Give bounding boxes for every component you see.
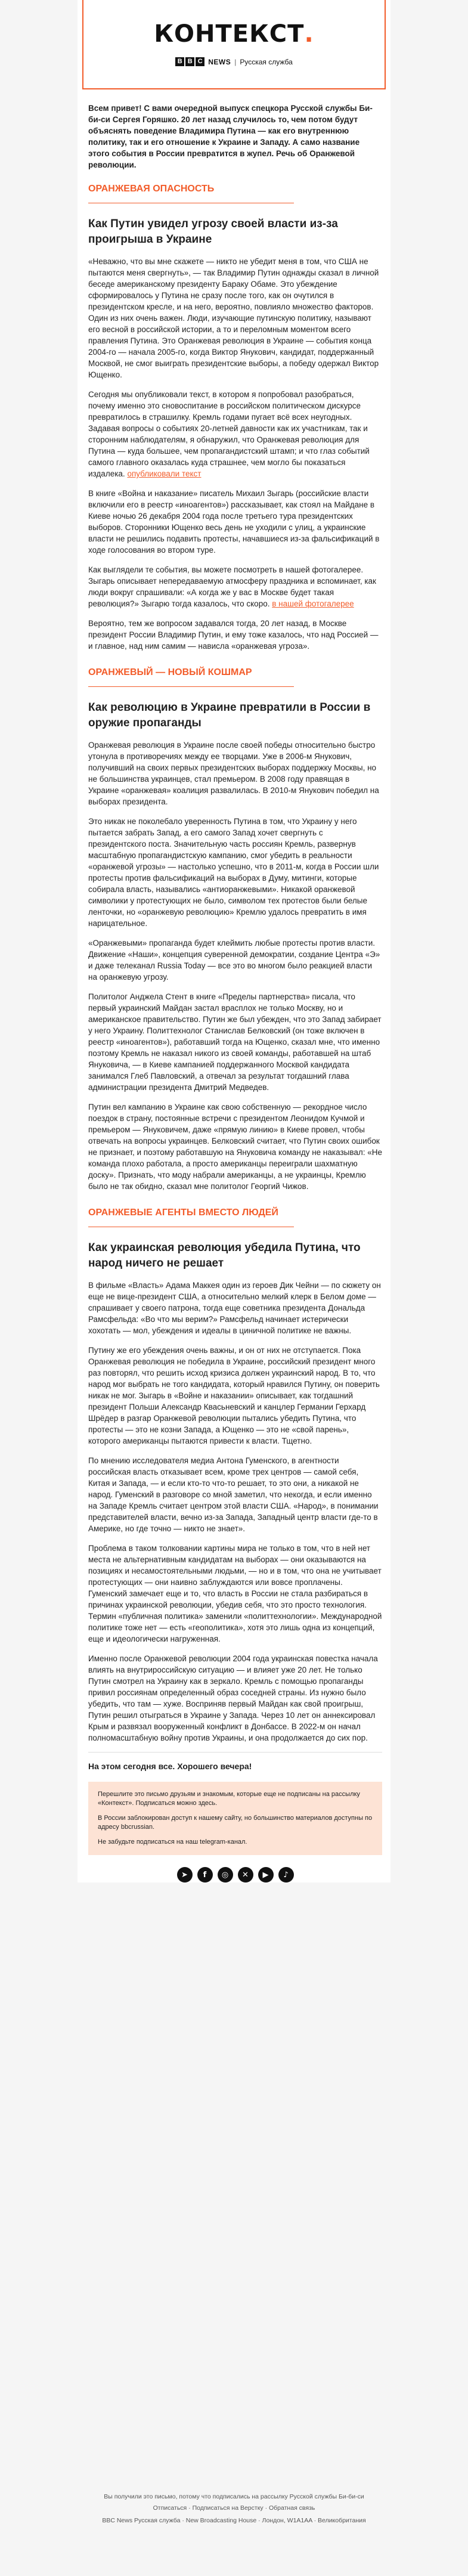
- tiktok-icon[interactable]: ♪: [278, 1867, 294, 1883]
- section-3: [88, 1208, 382, 1744]
- article-link[interactable]: опубликовали текст: [127, 469, 202, 478]
- article-title: Как Путин увидел угрозу своей власти из-за проигрыша в Украине: [88, 218, 338, 246]
- divider: [88, 1752, 382, 1753]
- paragraph: [88, 389, 382, 479]
- section-2: [88, 667, 382, 1192]
- gallery-link[interactable]: в нашей фотогалерее: [272, 599, 354, 608]
- logo: [83, 0, 385, 48]
- paragraph: «Неважно, что вы мне скажете — никто не убедит меня в том, что США не пытаются меня свергнуть», — так Владимир Путин однажды сказал в личной беседе американскому президенту Бараку Обаме. Это убеждение сформировалось у Путина не сразу после того, как он очутился в президентском кресле, и на него, вероятно, повлияло множество факторов. Один из них очень важен. Люди, изучающие путинскую политику, называют его весной в российской истории, а то и переломным моментом всего правления Путина. Это Оранжевая революция в Украине — события конца 2004-го — начала 2005-го, когда Виктор Янукович, кандидат, поддержанный Москвой, не смог выиграть президентские выборы, а победу одержал Виктор Ющенко.: [88, 257, 379, 379]
- paragraph: Это никак не поколебало уверенность Путина в том, что Украину у него пытается забрать Запад, а его самого Запад хочет свергнуть с президентского поста. Значительную часть россиян Кремль, развернув масштабную пропагандистскую кампанию, смог убедить в реальности «оранжевой угрозы» — настолько успешно, что в 2011-м, когда в России шли протесты против фальсификаций на выборах в Думу, митинги, которые собирала власть, назывались «антиоранжевыми». Никакой оранжевой символики у протестующих не было, символом тех протестов были белые ленточки, но «оранжевую революцию» Кремлю удалось превратить в имя нарицательное.: [88, 817, 379, 928]
- section-title: ОРАНЖЕВЫЕ АГЕНТЫ ВМЕСТО ЛЮДЕЙ: [88, 1208, 278, 1218]
- notice-text: Не забудьте подписаться на наш telegram-канал.: [98, 1838, 247, 1846]
- logo-text: КОНТЕКСТ: [154, 20, 305, 48]
- bbc-brand: [83, 57, 385, 66]
- paragraph-text: Как выглядели те события, вы можете посмотреть в нашей фотогалерее. Зыгарь описывает непередаваемую атмосферу праздника и вспоминает, как люди вокруг спрашивали: «А когда же у вас в Москве будет такая революция?» Зыгарю тогда казалось, что скоро.: [88, 565, 376, 608]
- content: [78, 103, 390, 1883]
- bbc-letter: B: [185, 57, 194, 66]
- masthead: [82, 0, 386, 89]
- paragraph: Именно после Оранжевой революции 2004 года украинская повестка начала влиять на внутрироссийскую ситуацию — и влияет уже 20 лет. Не только Путин смотрел на Украину как в зеркало. Кремль с помощью пропаганды привил россиянам определенный образ соседней страны. Из нужно было убедить, что там — хуже. Восприняв первый Майдан как свой проигрыш, Путин решил отыграться в Украине у Запада. Через 10 лет он аннексировал Крым и развязал вооруженный конфликт в Донбассе. В 2022-м он начал полномасштабную войну против Украины, и она продолжается до сих пор.: [88, 1654, 378, 1742]
- paragraph: Вероятно, тем же вопросом задавался тогда, 20 лет назад, в Москве президент России Владимир Путин, и ему тоже казалось, что над Россией — и главное, над ним самим — нависла «оранжевая угроза».: [88, 619, 379, 651]
- paragraph-text: Сегодня мы опубликовали текст, в котором я попробовал разобраться, почему именно это сновоспитание в российском политическом дискурсе превратилось в страшилку. Кремль годами пугает всё всех неугодных. Задавая вопросы о событиях 20-летней давности как их участникам, так и сторонним наблюдателям, я обнаружил, что Оранжевая революция для Путина — куда большее, чем пропагандистский штамп; и что глаз событий самого главного оказалась куда страшнее, чем могло бы показаться издалека.: [88, 390, 370, 478]
- article-title: Как украинская революция убедила Путина, что народ ничего не решает: [88, 1241, 361, 1270]
- bbc-letter: B: [175, 57, 184, 66]
- section-title: ОРАНЖЕВАЯ ОПАСНОСТЬ: [88, 184, 215, 194]
- paragraph: Путин вел кампанию в Украине как свою собственную — рекордное число поездок в страну, постоянные встречи с президентом Леонидом Кучмой и премьером — Януковичем, даже «прямую линию» в Киеве провел, чтобы отвечать на вопросы украинцев. Белковский считает, что Путин своих ошибок не признает, и поэтому работавшую на Януковича команду не наказывал: «Не команда плохо работала, а просто американцы переиграли шахматную доску». Признать, что моду набрали американцы, а не украинцы, Кремлю было не так обидно, сказал мне политолог Георгий Чижов.: [88, 1103, 383, 1191]
- service-name: Русская служба: [240, 57, 293, 66]
- youtube-icon[interactable]: ▶: [258, 1867, 274, 1883]
- paragraph: Политолог Анджела Стент в книге «Пределы партнерства» писала, что первый украинский Майдан застал врасплох не только Москву, но и американское правительство. Путин же был убежден, что это Запад забирает у него Украину. Политтехнолог Станислав Белковский (он тоже включен в реестр «иноагентов»), работавший тогда на Ющенко, сказал мне, что именно поэтому Кремль не наказал никого из своей команды, работавшей на штаб Януковича, — в Киеве кампанией поддержанного Москвой кандидата занимался Глеб Павловский, а отвечал за результат тогдашний глава администрации президента Дмитрий Медведев.: [88, 992, 382, 1092]
- facebook-icon[interactable]: f: [197, 1867, 213, 1883]
- bbc-news: NEWS: [208, 57, 231, 66]
- telegram-icon[interactable]: ➤: [177, 1867, 193, 1883]
- newsletter-card: [78, 0, 390, 1883]
- footer-links[interactable]: Отписаться · Подписаться на Верстку · Обратная связь: [153, 2504, 315, 2512]
- paragraph: Оранжевая революция в Украине после своей победы относительно быстро утонула в противоречиях между ее творцами. Уже в 2006-м Янукович, получивший на своих первых президентских выборах поддержку Москвы, но не большинства украинцев, стал премьером. В 2008 году правящая в Украине «оранжевая» коалиция развалилась. В 2010-м Янукович победил на выборах президента.: [88, 741, 379, 806]
- article-title: Как революцию в Украине превратили в России в оружие пропаганды: [88, 701, 371, 729]
- section-divider: [88, 686, 294, 687]
- notice-text: Перешлите это письмо друзьям и знакомым, которые еще не подписаны на рассылку «Контекст». Подписаться можно здесь.: [98, 1791, 360, 1807]
- intro: Всем привет! С вами очередной выпуск спецкора Русской службы Би-би-си Сергея Горяшко. 20 лет назад случилось то, чем потом будут объяснять поведение Владимира Путина — как его внутреннюю политику, так и его отношение к Украине и Западу. А само название этого события в России превратится в жупел. Речь об Оранжевой революции.: [88, 104, 373, 169]
- bbc-letter: C: [196, 57, 204, 66]
- notice-text: В России заблокирован доступ к нашему сайту, но большинство материалов доступны по адресу bbcrussian.: [98, 1815, 373, 1831]
- paragraph: В фильме «Власть» Адама Маккея один из героев Дик Чейни — по сюжету он еще не вице-президент США, а относительно мелкий клерк в Белом доме — спрашивает у своего патрона, тогда еще советника президента Дональда Рамсфельда: «Во что мы верим?» Рамсфельд начинает истерически хохотать — мол, убеждения и идеалы в циничной политике не важны.: [88, 1281, 381, 1335]
- bbc-separator: |: [234, 57, 237, 66]
- closing-note: На этом сегодня все. Хорошего вечера!: [88, 1761, 252, 1771]
- instagram-icon[interactable]: ◎: [218, 1867, 233, 1883]
- subscription-notice: [88, 1782, 382, 1855]
- footer-address: BBC News Русская служба · New Broadcasting House · Лондон, W1A1AA · Великобритания: [102, 2517, 366, 2524]
- paragraph: [88, 564, 382, 609]
- paragraph: Проблема в таком толковании картины мира не только в том, что в ней нет места не альтернативным кандидатам на выборах — они оказываются на позициях и несамостоятельными людьми, — но и в том, что она не учитывает протестующих — они наивно заблуждаются или вовсе проплачены. Гуменский замечает еще и то, что власть в России не стала разбираться в причинах украинской революции, убедив себя, что это просто технология. Термин «публичная политика» заменили «политтехнологии». Международной политике тоже нет — есть «геополитика», хотя это лишь одна из концепций, еще и идеологически нагруженная.: [88, 1544, 382, 1643]
- paragraph: В книге «Война и наказание» писатель Михаил Зыгарь (российские власти включили его в реестр «иноагентов») рассказывает, как стоял на Майдане в Киеве ночью 26 декабря 2004 года после третьего тура президентских выборов. Сторонники Ющенко весь день не уходили с улиц, а украинские власти не решились подавить протесты, начавшиеся из-за фальсификаций в ходе голосования во втором туре.: [88, 489, 380, 555]
- logo-dot: .: [304, 20, 314, 48]
- section-title: ОРАНЖЕВЫЙ — НОВЫЙ КОШМАР: [88, 667, 252, 677]
- social-links: [88, 1867, 382, 1883]
- paragraph: «Оранжевыми» пропаганда будет клеймить любые протесты против власти. Движение «Наши», концепция суверенной демократии, создание Центра «Э» и даже телеканал Russia Today — все это во многом было реакцией власти на оранжевую угрозу.: [88, 939, 380, 982]
- footer-reason: Вы получили это письмо, потому что подписались на рассылку Русской службы Би-би-си: [104, 2493, 364, 2500]
- x-icon[interactable]: ✕: [238, 1867, 253, 1883]
- paragraph: Путину же его убеждения очень важны, и он от них не отступается. Пока Оранжевая революция не победила в Украине, российский президент много раз повторял, что решить исход кризиса должен украинский народ. В то, что народ мог выбрать не того кандидата, который нравился Путину, он поверить никак не мог. Зыгарь в «Войне и наказании» описывает, как тогдашний президент Польши Александр Квасьневский и канцлер Германии Герхард Шрёдер в разгар Оранжевой революции пытались убедить Путина, что протесты — это не козни Запада, а Ющенко — это не «свой парень», которого американцы пытаются привести к власти. Тщетно.: [88, 1346, 380, 1445]
- footer: [78, 2493, 390, 2525]
- bbc-logo: [175, 57, 204, 66]
- section-1: [88, 184, 382, 652]
- paragraph: По мнению исследователя медиа Антона Гуменского, в агентности российская власть отказывает всем, кроме трех центров — самой себя, Китая и Запада, — и если кто-то что-то решает, то это они, а никакой не народ. Гуменский в разговоре со мной заметил, что некогда, и если именно на Западе Кремль считает центром этой власти США. «Народ», в понимании представителей власти, вечно из-за Запада, Западный центр власти где-то в Америке, но где точно — никто не знает».: [88, 1456, 379, 1533]
